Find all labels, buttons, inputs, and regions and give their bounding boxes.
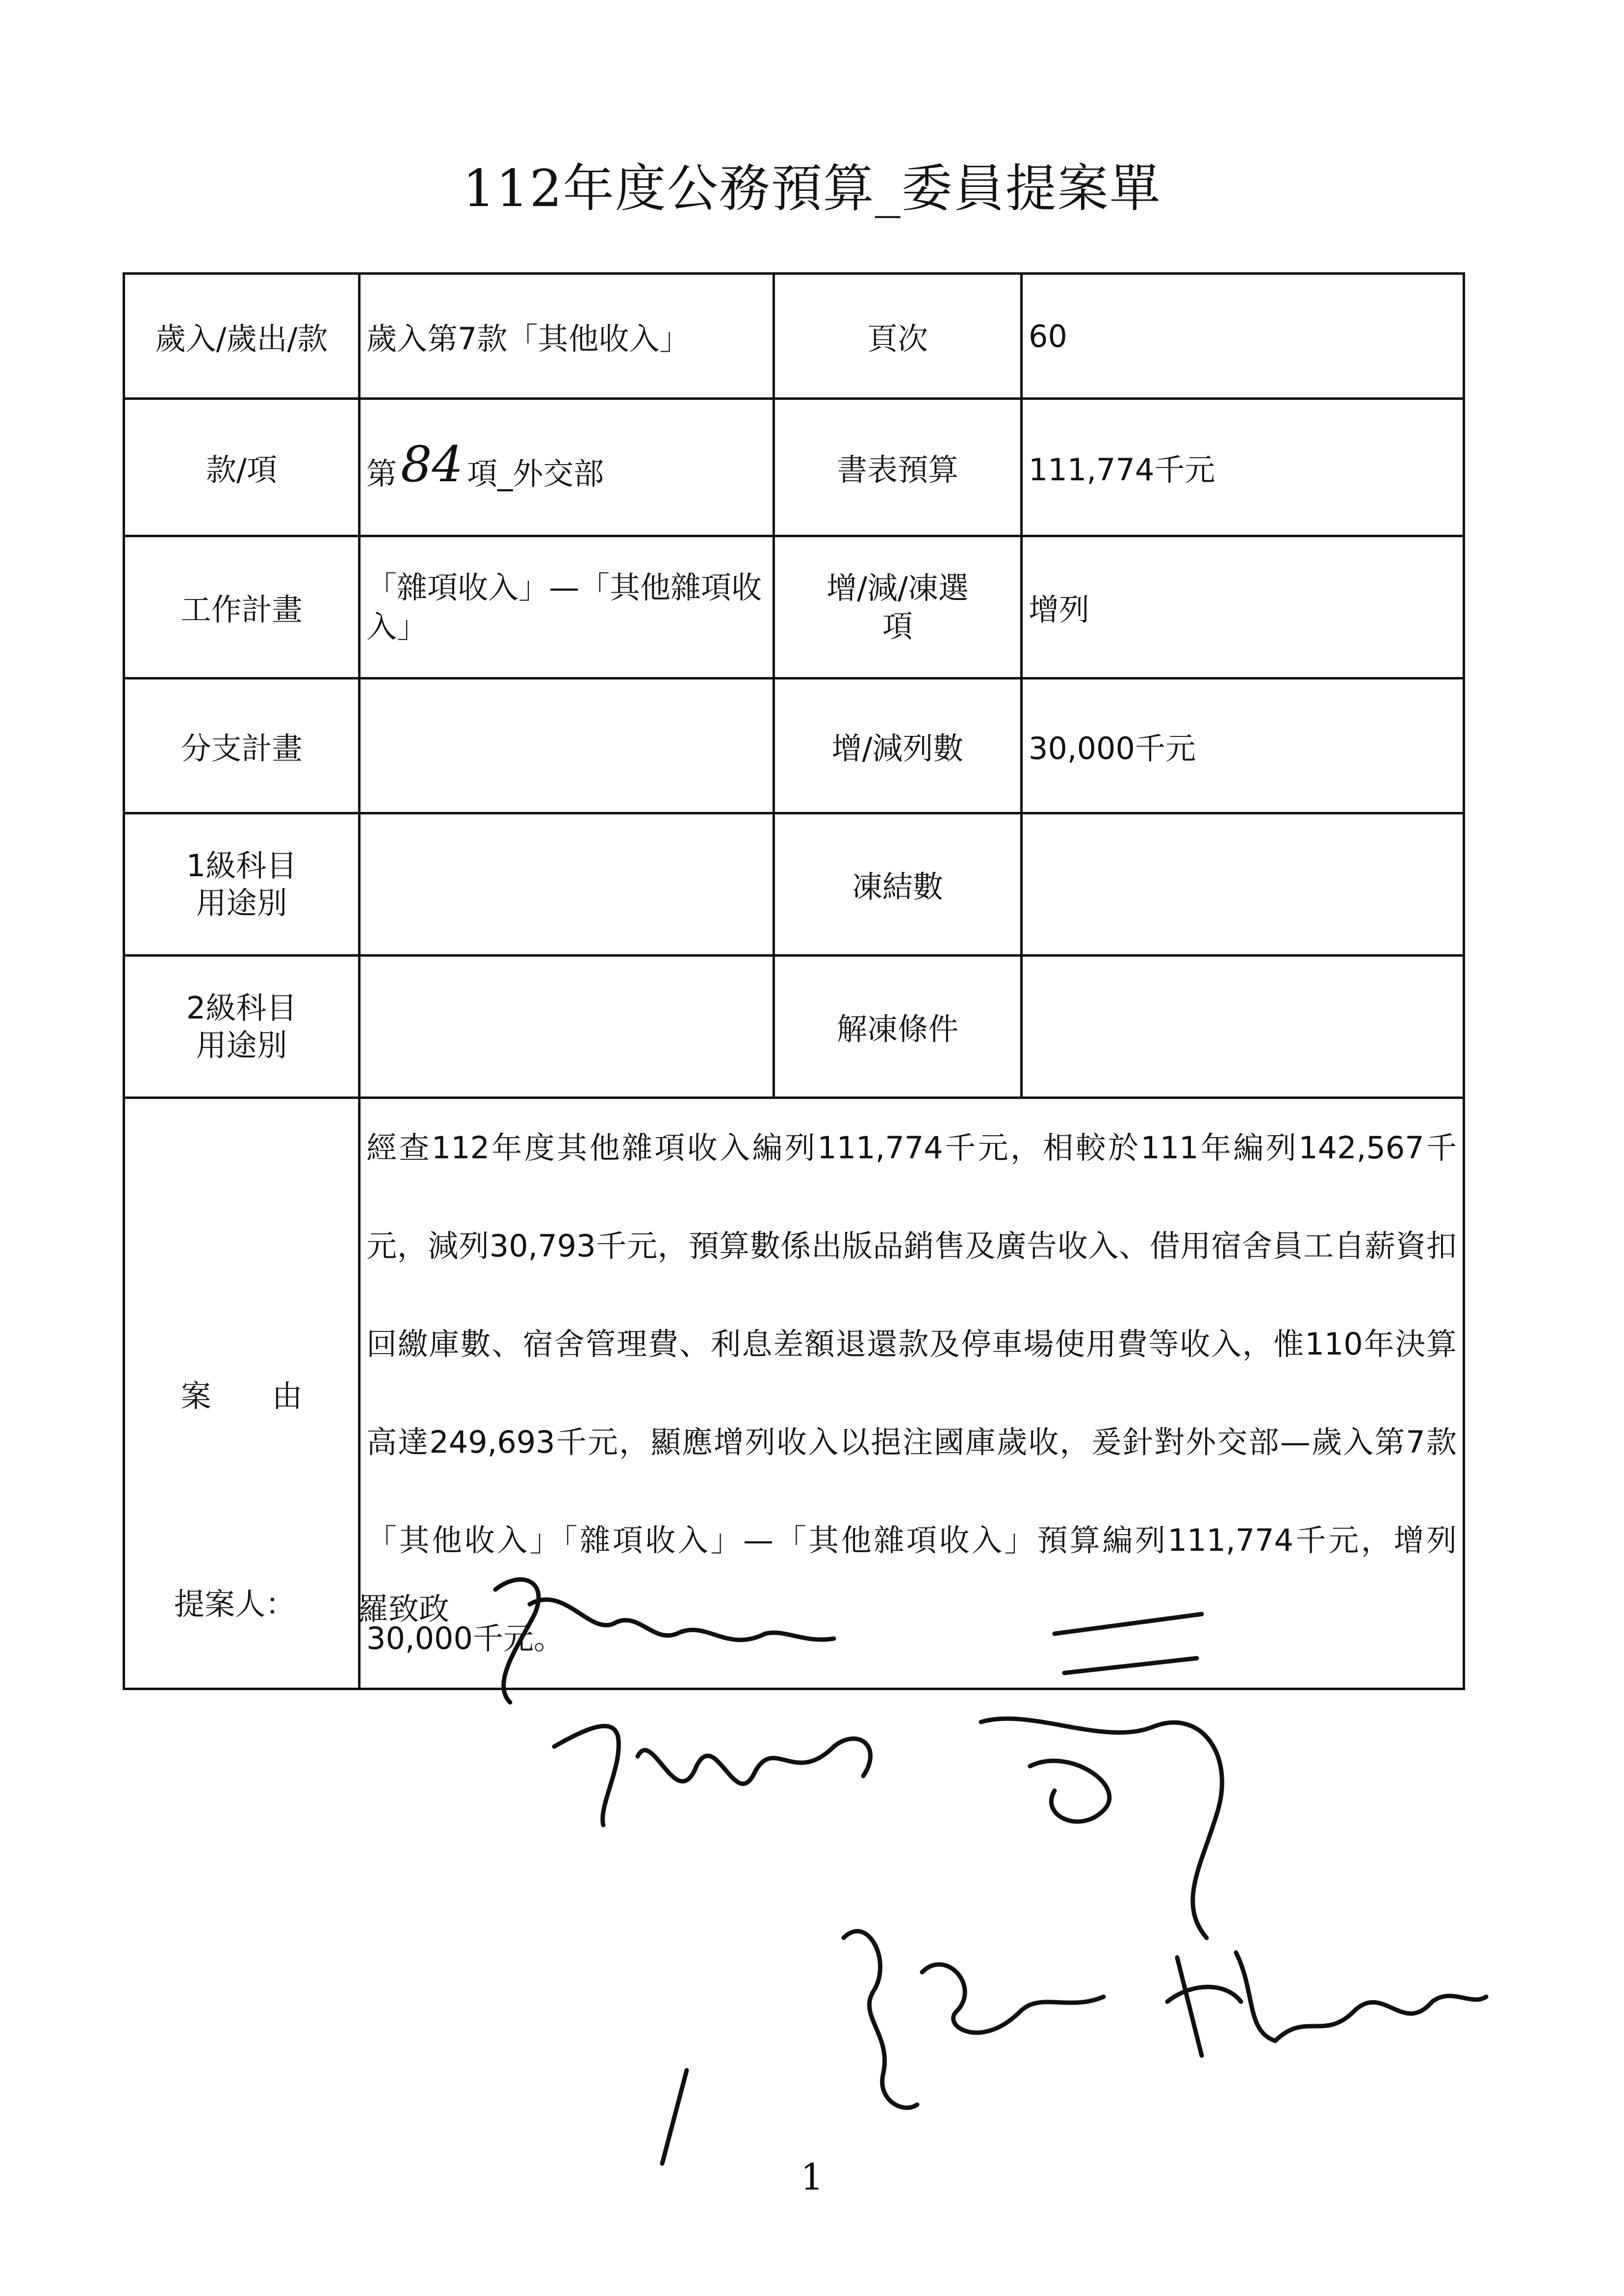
field-value: 60 — [1022, 274, 1464, 399]
field-label: 2級科目用途別 — [124, 956, 360, 1098]
page-number: 1 — [800, 2156, 824, 2198]
proposer-label: 提案人： — [174, 1586, 296, 1622]
field-label: 解凍條件 — [774, 956, 1022, 1098]
field-label: 分支計畫 — [124, 678, 360, 813]
signature-stroke — [922, 1964, 1104, 2033]
signature-stroke — [662, 2070, 687, 2164]
item-suffix: 項_外交部 — [467, 456, 604, 492]
item-prefix: 第 — [366, 456, 397, 492]
field-value: 「雜項收入」—「其他雜項收入」 — [360, 536, 774, 678]
reason-text: 經查112年度其他雜項收入編列111,774千元，相較於111年編列142,567千元，減列30,793千元，預算數係出版品銷售及廣告收入、借用宿舍員工自薪資扣回繳庫數、宿舍管理費、利息差額退還款及停車場使用費等收入，惟110年決算高達249,693千元，顯應增列收入以挹注國庫歲收，爰針對外交部—歲入第7款「其他收入」「雜項收入」—「其他雜項收入」預算編列111,774千元，增列30,000千元。 — [360, 1098, 1464, 1689]
field-value: 111,774千元 — [1022, 399, 1464, 536]
field-value: 30,000千元 — [1022, 678, 1464, 813]
signature-stroke — [981, 1614, 1222, 1938]
field-label: 歲入/歲出/款 — [124, 274, 360, 399]
handwritten-item-number: 84 — [401, 436, 464, 493]
signature-stroke — [844, 1931, 917, 2108]
field-label: 凍結數 — [774, 813, 1022, 956]
field-label: 增/減/凍選項 — [774, 536, 1022, 678]
field-value: 歲入第7款「其他收入」 — [360, 274, 774, 399]
reason-label: 案 由 — [124, 1098, 360, 1689]
field-label: 工作計畫 — [124, 536, 360, 678]
signature-stroke — [554, 1726, 619, 1825]
proposer-name: 羅致政 — [358, 1591, 450, 1627]
field-label: 書表預算 — [774, 399, 1022, 536]
field-value: 增列 — [1022, 536, 1464, 678]
signature-stroke — [1030, 1761, 1109, 1822]
field-label: 增/減列數 — [774, 678, 1022, 813]
signature-stroke — [638, 1739, 871, 1784]
field-label: 頁次 — [774, 274, 1022, 399]
signature-stroke — [495, 1580, 539, 1702]
signature-stroke — [530, 1599, 834, 1640]
signature-stroke — [1167, 1953, 1486, 2056]
page-title: 112年度公務預算_委員提案單 — [463, 158, 1161, 218]
field-label: 款/項 — [124, 399, 360, 536]
field-label: 1級科目用途別 — [124, 813, 360, 956]
